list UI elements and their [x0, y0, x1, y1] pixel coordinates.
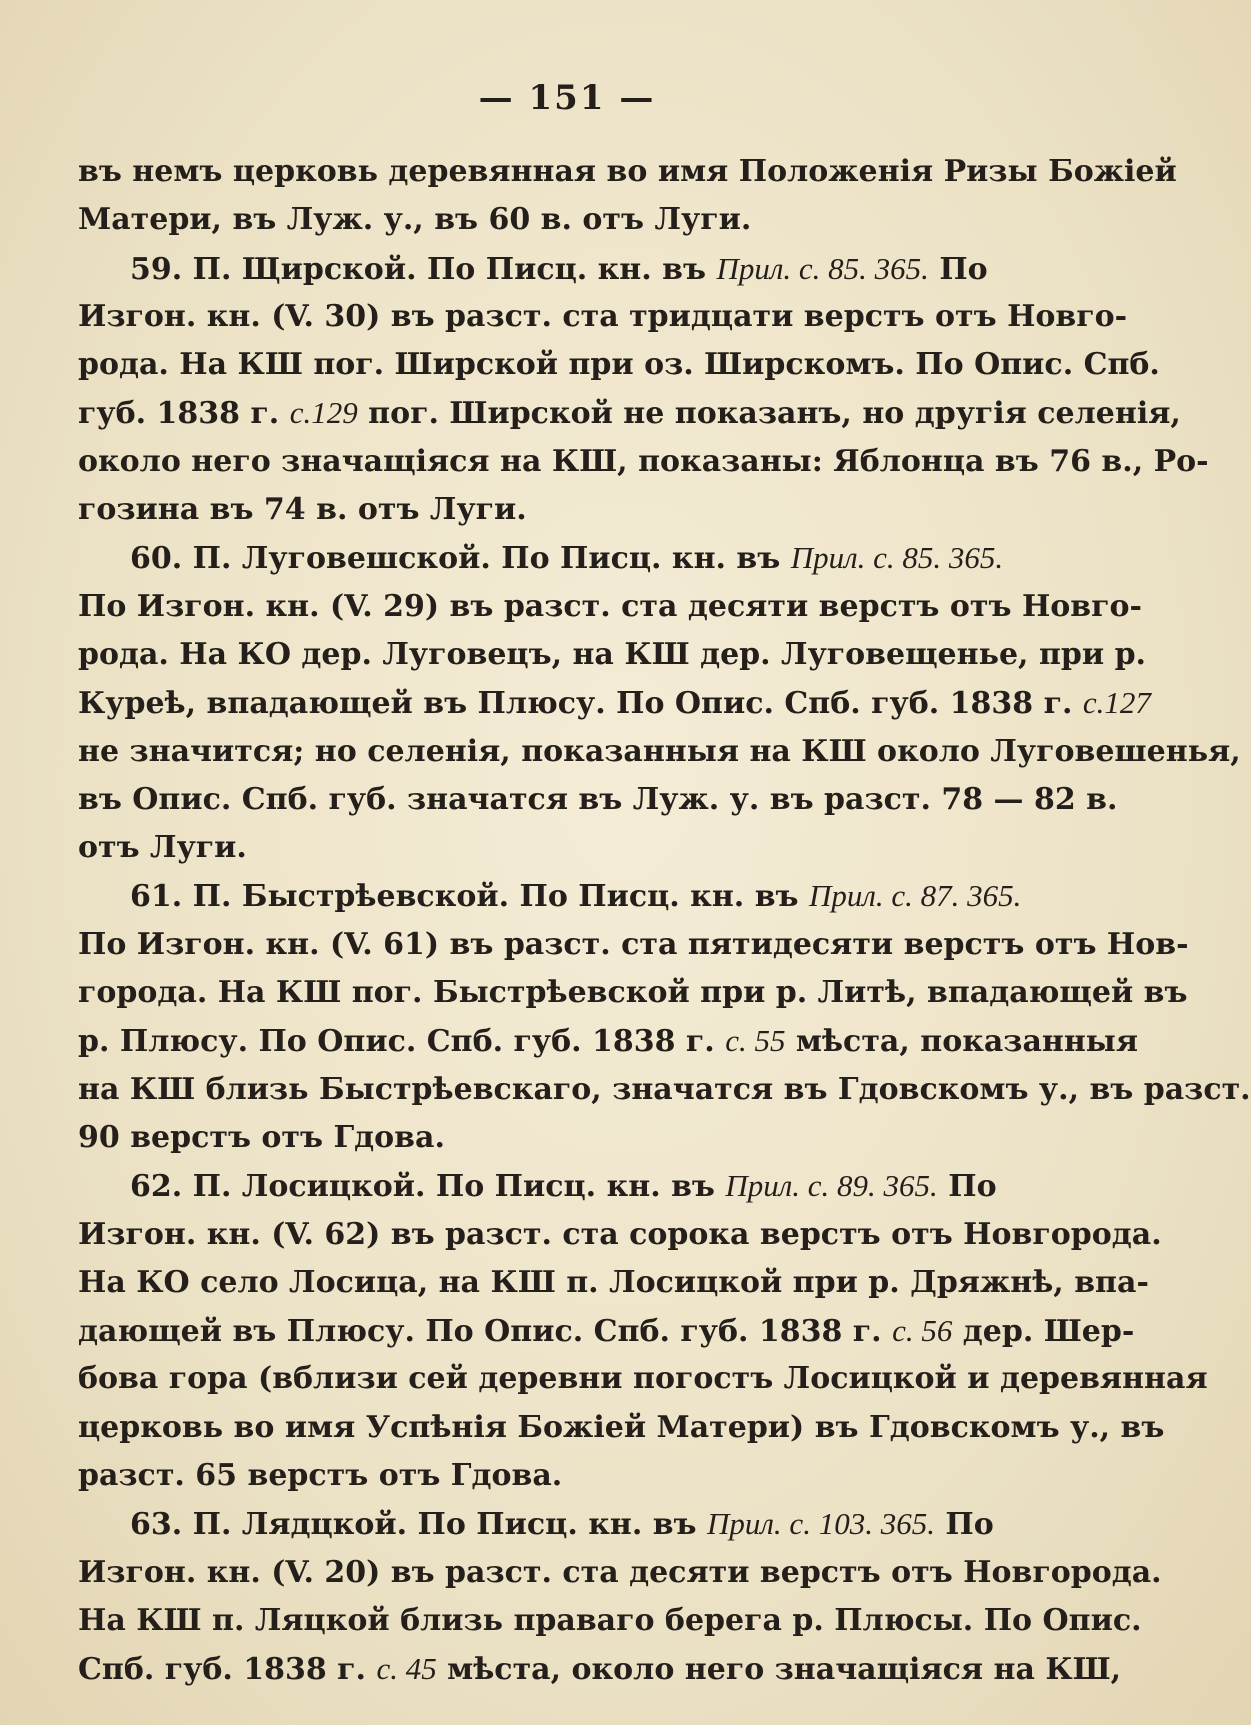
- line-text: На КШ п. Ляцкой близь праваго берега р. Плюсы. По Опис.: [78, 1602, 1142, 1638]
- paragraph-first-line: [78, 872, 1022, 920]
- paragraph-first-line: [78, 534, 1004, 582]
- text-line: [78, 1549, 1162, 1597]
- text-line: [78, 1404, 1165, 1452]
- line-text: Спб. губ. 1838 г.: [78, 1652, 377, 1688]
- line-text: 60. П. Луговешской. По Писц. кн. въ: [130, 541, 791, 577]
- text-line: [78, 1114, 982, 1162]
- appendix-reference: с. 56: [892, 1313, 953, 1349]
- text-line: [78, 824, 982, 872]
- paragraph-first-line: [78, 245, 988, 293]
- line-text-tail: По: [928, 251, 988, 287]
- paragraph-first-line: [78, 1500, 994, 1548]
- text-line: [78, 921, 1189, 969]
- line-text: бова гора (вблизи сей деревни погостъ Лосицкой и деревянная: [78, 1361, 1208, 1397]
- text-line: [78, 1645, 1122, 1693]
- line-text-tail: По: [934, 1507, 994, 1543]
- line-text-tail: мѣста, около него значащіяся на КШ,: [436, 1652, 1122, 1688]
- text-line: [78, 1017, 1139, 1065]
- line-text: 62. П. Лосицкой. По Писц. кн. въ: [130, 1169, 726, 1205]
- line-text: 63. П. Лядцкой. По Писц. кн. въ: [130, 1507, 708, 1543]
- appendix-reference: с.127: [1082, 685, 1151, 721]
- line-text: гозина въ 74 в. отъ Луги.: [78, 492, 527, 528]
- line-text: На КО село Лосица, на КШ п. Лосицкой при р. Дряжнѣ, впа-: [78, 1264, 1149, 1300]
- line-text: на КШ близь Быстрѣевскаго, значатся въ Гдовскомъ у., въ разст.: [78, 1071, 1251, 1107]
- line-text: рода. На КО дер. Луговецъ, на КШ дер. Луговещенье, при р.: [78, 636, 1146, 672]
- appendix-reference: с. 55: [725, 1023, 786, 1059]
- line-text: Куреѣ, впадающей въ Плюсу. По Опис. Спб. губ. 1838 г.: [78, 686, 1083, 722]
- text-line: [78, 969, 1188, 1017]
- line-text: рода. На КШ пог. Ширской при оз. Ширскомъ. По Опис. Спб.: [78, 347, 1160, 383]
- body-text: [78, 148, 1251, 1694]
- appendix-reference: Прил. с. 87. 365.: [809, 878, 1022, 914]
- line-text-tail: дер. Шер-: [952, 1314, 1135, 1350]
- line-text: разст. 65 верстъ отъ Гдова.: [78, 1458, 563, 1494]
- line-text: 59. П. Щирской. По Писц. кн. въ: [130, 251, 717, 287]
- text-line: [78, 1355, 1208, 1403]
- page-number: — 151 —: [478, 78, 656, 118]
- line-text: Матери, въ Луж. у., въ 60 в. отъ Луги.: [78, 202, 752, 238]
- text-line: [78, 631, 1146, 679]
- text-line: [78, 486, 982, 534]
- appendix-reference: Прил. с. 85. 365.: [716, 250, 929, 286]
- line-text: 90 верстъ отъ Гдова.: [78, 1119, 445, 1155]
- line-text: города. На КШ пог. Быстрѣевской при р. Литѣ, впадающей въ: [78, 975, 1188, 1011]
- line-text: р. Плюсу. По Опис. Спб. губ. 1838 г.: [78, 1024, 726, 1060]
- line-text: Изгон. кн. (V. 30) въ разст. ста тридцати верстъ отъ Новго-: [78, 298, 1128, 334]
- line-text: Изгон. кн. (V. 62) въ разст. ста сорока верстъ отъ Новгорода.: [78, 1216, 1162, 1252]
- text-line: [78, 438, 1209, 486]
- text-line: [78, 1452, 982, 1500]
- text-line: [78, 293, 1128, 341]
- line-text: По Изгон. кн. (V. 61) въ разст. ста пятидесяти верстъ отъ Нов-: [78, 926, 1189, 962]
- line-text: 61. П. Быстрѣевской. По Писц. кн. въ: [130, 879, 809, 915]
- appendix-reference: с.129: [289, 395, 358, 431]
- text-line: [78, 196, 982, 244]
- line-text-tail: пог. Ширской не показанъ, но другія селенія,: [357, 396, 1181, 432]
- text-line: [78, 148, 1177, 196]
- line-text-tail: мѣста, показанныя: [785, 1024, 1139, 1060]
- line-text: не значится; но селенія, показанныя на КШ около Луговешенья,: [78, 733, 1241, 769]
- line-text: губ. 1838 г.: [78, 396, 290, 432]
- line-text: около него значащіяся на КШ, показаны: Яблонца въ 76 в., Ро-: [78, 443, 1209, 479]
- text-line: [78, 389, 1181, 437]
- paragraph-first-line: [78, 1162, 997, 1210]
- text-line: [78, 583, 1142, 631]
- text-line: [78, 1307, 1135, 1355]
- appendix-reference: Прил. с. 103. 365.: [707, 1506, 935, 1542]
- appendix-reference: Прил. с. 85. 365.: [790, 540, 1004, 576]
- text-line: [78, 776, 1118, 824]
- line-text: отъ Луги.: [78, 830, 247, 866]
- line-text: въ Опис. Спб. губ. значатся въ Луж. у. въ разст. 78 — 82 в.: [78, 781, 1118, 817]
- text-line: [78, 341, 1160, 389]
- line-text: По Изгон. кн. (V. 29) въ разст. ста десяти верстъ отъ Новго-: [78, 588, 1142, 624]
- line-text-tail: По: [937, 1169, 997, 1205]
- appendix-reference: Прил. с. 89. 365.: [725, 1168, 938, 1204]
- text-line: [78, 1066, 1251, 1114]
- line-text: дающей въ Плюсу. По Опис. Спб. губ. 1838 г.: [78, 1314, 893, 1350]
- text-line: [78, 728, 1241, 776]
- text-line: [78, 1259, 1149, 1307]
- line-text: церковь во имя Успѣнія Божіей Матери) въ Гдовскомъ у., въ: [78, 1409, 1165, 1445]
- line-text: Изгон. кн. (V. 20) въ разст. ста десяти верстъ отъ Новгорода.: [78, 1554, 1162, 1590]
- text-line: [78, 1597, 1142, 1645]
- appendix-reference: с. 45: [376, 1651, 437, 1687]
- text-line: [78, 679, 1151, 727]
- line-text: въ немъ церковь деревянная во имя Положенія Ризы Божіей: [78, 154, 1177, 189]
- text-line: [78, 1211, 1162, 1259]
